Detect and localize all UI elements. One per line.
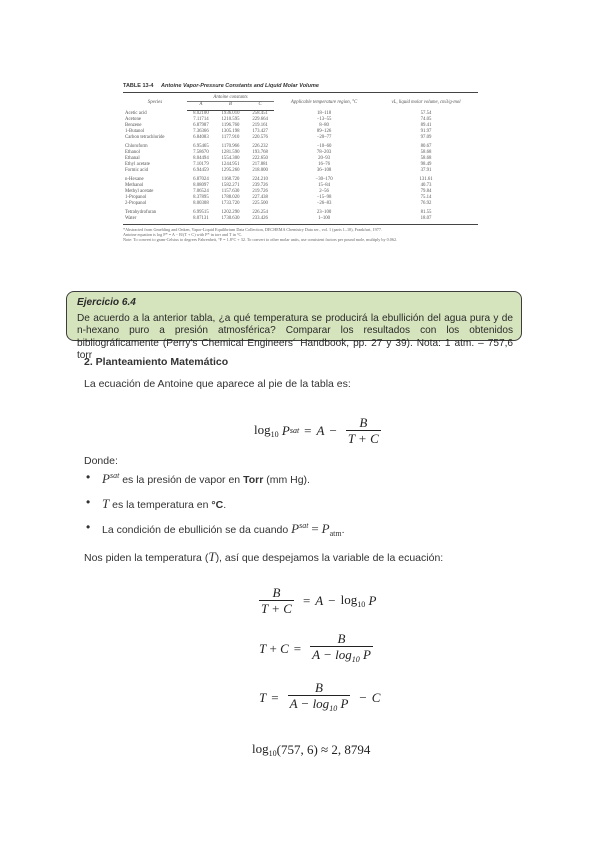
table-cell-v: 79.84 <box>420 189 432 194</box>
equation-step-2: T + C = $\frac{B}{A - \log_{10} P}$ <box>259 631 371 664</box>
header-species: Species <box>123 93 187 111</box>
table-cell-range: −15–98 <box>316 195 332 200</box>
bullet-icon: • <box>86 470 91 484</box>
antoine-table-figure <box>123 83 478 242</box>
bullet-icon: • <box>86 520 91 534</box>
table-cell-a: 8.04494 <box>193 156 209 161</box>
table-cell-c: 239.726 <box>252 183 268 188</box>
table-cell-range: 36–108 <box>316 168 332 173</box>
table-cell-c: 218.000 <box>252 168 268 173</box>
table-cell-a: 7.58670 <box>193 150 209 155</box>
table-cell-range: 2–56 <box>319 189 329 194</box>
table-cell-a: 7.11714 <box>193 117 209 122</box>
table-cell-species: Methanol <box>125 183 144 188</box>
table-cell-b: 1202.290 <box>221 210 240 215</box>
table-cell-a: 6.99515 <box>193 210 209 215</box>
table-cell-b: 1168.720 <box>221 177 240 182</box>
table-notes <box>123 227 478 242</box>
table-cell-b: 1210.595 <box>221 117 240 122</box>
table-cell-b: 1936.010 <box>221 111 240 116</box>
table-cell-species: Ethanol <box>125 150 140 155</box>
table-title: Antoine Vapor-Pressure Constants and Liquid Molar Volume <box>161 83 319 89</box>
table-cell-v: 58.68 <box>420 156 432 161</box>
table-cell-range: −20–77 <box>316 135 332 140</box>
table-cell-c: 226.254 <box>252 210 268 215</box>
bullet-icon: • <box>86 495 91 509</box>
table-cell-c: 217.881 <box>252 162 268 167</box>
table-cell-range: 18–118 <box>316 110 332 116</box>
table-cell-species: n-Hexane <box>125 177 144 182</box>
header-molar-volume: vL, liquid molar volume, cm3/g-mol <box>374 93 478 111</box>
exercise-text: De acuerdo a la anterior tabla, ¿a qué temperatura se producirá la ebullición del agua pura y de n-hexano puro a presión atmosférica? Comparar los resultados con los obtenidos bibliográficamente (Perry's Chemical Engineers´ Handbook, pp. 27 y 39). Nota: 1 atm. – 757,6 torr <box>77 312 513 362</box>
despeje-paragraph: Nos piden la temperatura (T), así que despejamos la variable de la ecuación: <box>84 549 444 564</box>
table-cell-a: 6.87024 <box>193 177 209 182</box>
table-cell-a: 8.00308 <box>193 201 209 206</box>
section-title: 2. Planteamiento Matemático <box>84 356 229 368</box>
table-cell-b: 1788.020 <box>221 195 240 200</box>
log-result: ≈ 2, 8794 <box>321 741 371 757</box>
table-cell-a: 6.95465 <box>193 144 209 149</box>
table-cell-a: 6.87987 <box>193 123 209 128</box>
header-a: A <box>187 102 215 111</box>
definitions-list <box>84 471 345 546</box>
donde-label: Donde: <box>84 455 118 467</box>
table-cell-species: Tetrahydrofuran <box>125 210 157 215</box>
intro-paragraph: La ecuación de Antoine que aparece al pie de la tabla es: <box>84 378 351 390</box>
table-cell-range: 89–126 <box>316 129 332 134</box>
table-cell-a: 8.07131 <box>187 216 215 225</box>
table-row <box>123 141 478 150</box>
header-b: B <box>215 102 246 111</box>
table-cell-b: 1554.300 <box>221 156 240 161</box>
table-cell-range: 16–76 <box>318 162 331 167</box>
table-cell-v: 91.97 <box>420 129 432 134</box>
table-cell-c: 225.500 <box>252 201 268 206</box>
table-cell-v: 18.07 <box>374 216 478 225</box>
table-cell-a: 7.06524 <box>193 189 209 194</box>
table-cell-b: 1582.271 <box>221 183 240 188</box>
table-cell-v: 97.09 <box>420 135 432 140</box>
table-number: TABLE 13-4 <box>123 83 154 89</box>
table-cell-species: Chloroform <box>125 144 148 149</box>
list-item: • La condición de ebullición se da cuando $P^{sat} = P_{atm}$. <box>86 520 345 538</box>
table-cell-c: 219.161 <box>252 123 268 128</box>
table-cell-c: 226.232 <box>252 144 268 149</box>
table-cell-species: 2-Propanol <box>125 201 147 206</box>
table-cell-species: Ethyl acetate <box>125 162 150 167</box>
antoine-table <box>123 92 478 225</box>
table-cell-v: 40.73 <box>420 183 432 188</box>
list-item: • T es la temperatura en °C. <box>86 495 227 511</box>
table-cell-range: 78–203 <box>316 150 332 155</box>
table-cell-a: 7.10179 <box>193 162 209 167</box>
table-cell-c: 220.576 <box>252 135 268 140</box>
table-cell-b: 1305.198 <box>221 129 240 134</box>
table-cell-b: 1730.630 <box>215 216 246 225</box>
table-row <box>123 216 478 225</box>
table-cell-a: 8.02100 <box>193 111 209 116</box>
table-row <box>123 174 478 183</box>
header-antoine-constants: Antoine constants <box>187 93 274 102</box>
table-cell-c: 222.650 <box>252 156 268 161</box>
table-cell-b: 1244.951 <box>221 162 240 167</box>
table-cell-v: 131.61 <box>419 177 433 182</box>
table-note-equation: Antoine equation is log P* = A − B/(T + C) with P* in torr and T in °C. <box>123 232 243 237</box>
table-cell-species: Benzene <box>125 123 142 128</box>
table-cell-v: 98.49 <box>420 162 432 167</box>
table-cell-v: 76.92 <box>420 201 432 206</box>
table-cell-range: −30–170 <box>315 177 333 182</box>
table-note-source: *Abstracted from Gmehling and Onken, Vapor-Liquid Equilibrium Data Collection, DECHEMA Chemistry Data ser., vol. 1 (parts 1–10), Frankfurt, 1977. <box>123 227 382 232</box>
table-note-units: Note: To convert to gram-Celsius to degrees Fahrenheit, °F = 1.8°C + 32. To convert to other molar units, use consistent factors per pound mole, multiply by 0.062. <box>123 237 398 242</box>
table-cell-species: Carbon tetrachloride <box>125 135 165 140</box>
antoine-equation: $\log_{10}$ P sat = A − $\frac{B}{T + C}$ <box>254 415 379 446</box>
table-cell-a: 8.08097 <box>193 183 209 188</box>
table-caption <box>123 83 478 89</box>
table-cell-range: 8–80 <box>319 123 329 128</box>
table-cell-b: 1170.966 <box>221 144 240 149</box>
table-cell-species: 1-Butanol <box>125 129 145 134</box>
table-cell-range: 15–84 <box>318 183 331 188</box>
table-cell-c: 193.768 <box>252 150 268 155</box>
table-cell-b: 1196.760 <box>221 123 240 128</box>
table-cell-b: 1177.910 <box>221 135 240 140</box>
table-cell-species: Formic acid <box>125 168 149 173</box>
table-cell-a: 6.84083 <box>193 135 209 140</box>
table-cell-c: 229.664 <box>252 117 268 122</box>
table-cell-species: Ethanal <box>125 156 140 161</box>
table-cell-b: 1733.720 <box>221 201 240 206</box>
antoine-table-body <box>123 111 478 225</box>
equation-step-3: T = $\frac{B}{A - \log_{10} P}$ − C <box>259 680 381 713</box>
table-cell-v: 81.55 <box>420 210 432 215</box>
table-cell-range: −26–83 <box>316 201 332 206</box>
table-cell-b: 1295.260 <box>221 168 240 173</box>
table-cell-v: 37.91 <box>420 168 432 173</box>
table-cell-c: 224.210 <box>252 177 268 182</box>
table-cell-c: 173.427 <box>252 129 268 134</box>
table-cell-a: 8.37895 <box>193 195 209 200</box>
table-cell-range: 1–100 <box>274 216 374 225</box>
table-cell-c: 219.726 <box>252 189 268 194</box>
table-cell-range: −10–60 <box>316 144 332 149</box>
exercise-title: Ejercicio 6.4 <box>77 297 136 308</box>
header-temperature-range: Applicable temperature region, °C <box>274 93 374 111</box>
table-cell-species: 1-Propanol <box>125 195 147 200</box>
table-cell-species: Methyl acetate <box>125 189 154 194</box>
table-cell-c: 233.426 <box>246 216 274 225</box>
table-cell-b: 1281.590 <box>221 150 240 155</box>
table-cell-c: 227.438 <box>252 195 268 200</box>
list-item: • $P^{sat}$ es la presión de vapor en Torr (mm Hg). <box>86 470 310 486</box>
table-cell-v: 89.41 <box>420 123 432 128</box>
table-cell-v: 74.05 <box>420 117 432 122</box>
table-cell-v: 80.67 <box>420 144 432 149</box>
equation-step-1: $\frac{B}{T + C}$ = A − $\log_{10}$ P <box>261 585 377 616</box>
table-cell-species: Acetone <box>125 117 141 122</box>
table-cell-a: 6.94459 <box>193 168 209 173</box>
table-row <box>123 207 478 216</box>
table-cell-species: Water <box>123 216 187 225</box>
table-cell-range: 23–100 <box>316 210 332 215</box>
table-cell-c: 258.451 <box>252 111 268 116</box>
table-cell-b: 1157.630 <box>221 189 240 194</box>
log-value-equation: $\log_{10}$ (757, 6) ≈ 2, 8794 <box>252 741 371 758</box>
table-cell-v: 58.68 <box>420 150 432 155</box>
table-cell-a: 7.36366 <box>193 129 209 134</box>
table-cell-v: 57.54 <box>420 110 432 116</box>
table-cell-range: −13–55 <box>316 117 332 122</box>
table-cell-v: 75.14 <box>420 195 432 200</box>
table-cell-species: Acetic acid <box>125 110 147 116</box>
header-c: C <box>246 102 274 111</box>
table-cell-range: 20–93 <box>318 156 331 161</box>
log-argument: (757, 6) <box>276 741 318 757</box>
